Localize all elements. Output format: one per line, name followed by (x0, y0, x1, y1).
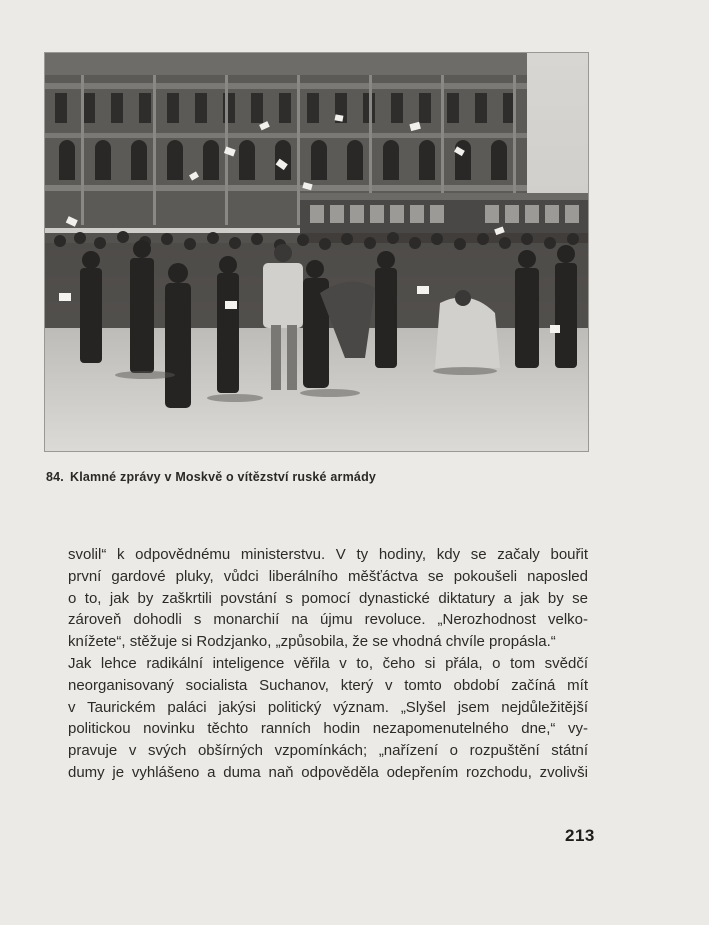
text-line: pravuje v svých obšírných vzpomínkách; „nařízení o rozpuštění státní (68, 742, 588, 760)
text-line: o to, jak by zaškrtili povstání s pomocí dynastické diktatury a jak by se (68, 589, 588, 607)
figure-number: 84. (46, 470, 64, 484)
text-line: neorganisovaný socialista Suchanov, který v tomto období začíná mít (68, 676, 588, 694)
page-number: 213 (565, 826, 595, 845)
figure-caption (46, 470, 376, 484)
text-line: zároveň dohodli s monarchií na újmu revoluce. „Nerozhodnost velko- (68, 611, 588, 629)
body-text (68, 544, 588, 784)
text-line: v Taurickém paláci jakýsi politický význam. „Slyšel jsem nejdůležitější (68, 698, 588, 716)
text-line: svolil“ k odpovědnému ministerstvu. V ty hodiny, kdy se začaly bouřit (68, 546, 588, 563)
text-line: první gardové pluky, vůdci liberálního měšťáctva se pokoušeli naposled (68, 567, 588, 585)
text-line: dumy je vyhlášeno a duma naň odpověděla odepřením rozchodu, zvolivši (68, 763, 588, 781)
text-line: knížete“, stěžuje si Rodzjanko, „způsobila, že se vhodná chvíle propásla.“ (68, 633, 556, 651)
text-line: politickou novinku těchto ranních hodin nezapomenutelného dne,“ vy- (68, 720, 588, 738)
figure-caption-text: Klamné zprávy v Moskvě o vítězství ruské armády (69, 470, 377, 484)
crowd-photograph (44, 52, 589, 452)
text-line: Jak lehce radikální inteligence věřila v to, čeho si přála, o tom svědčí (68, 654, 588, 672)
street-crowd-image (45, 53, 588, 451)
